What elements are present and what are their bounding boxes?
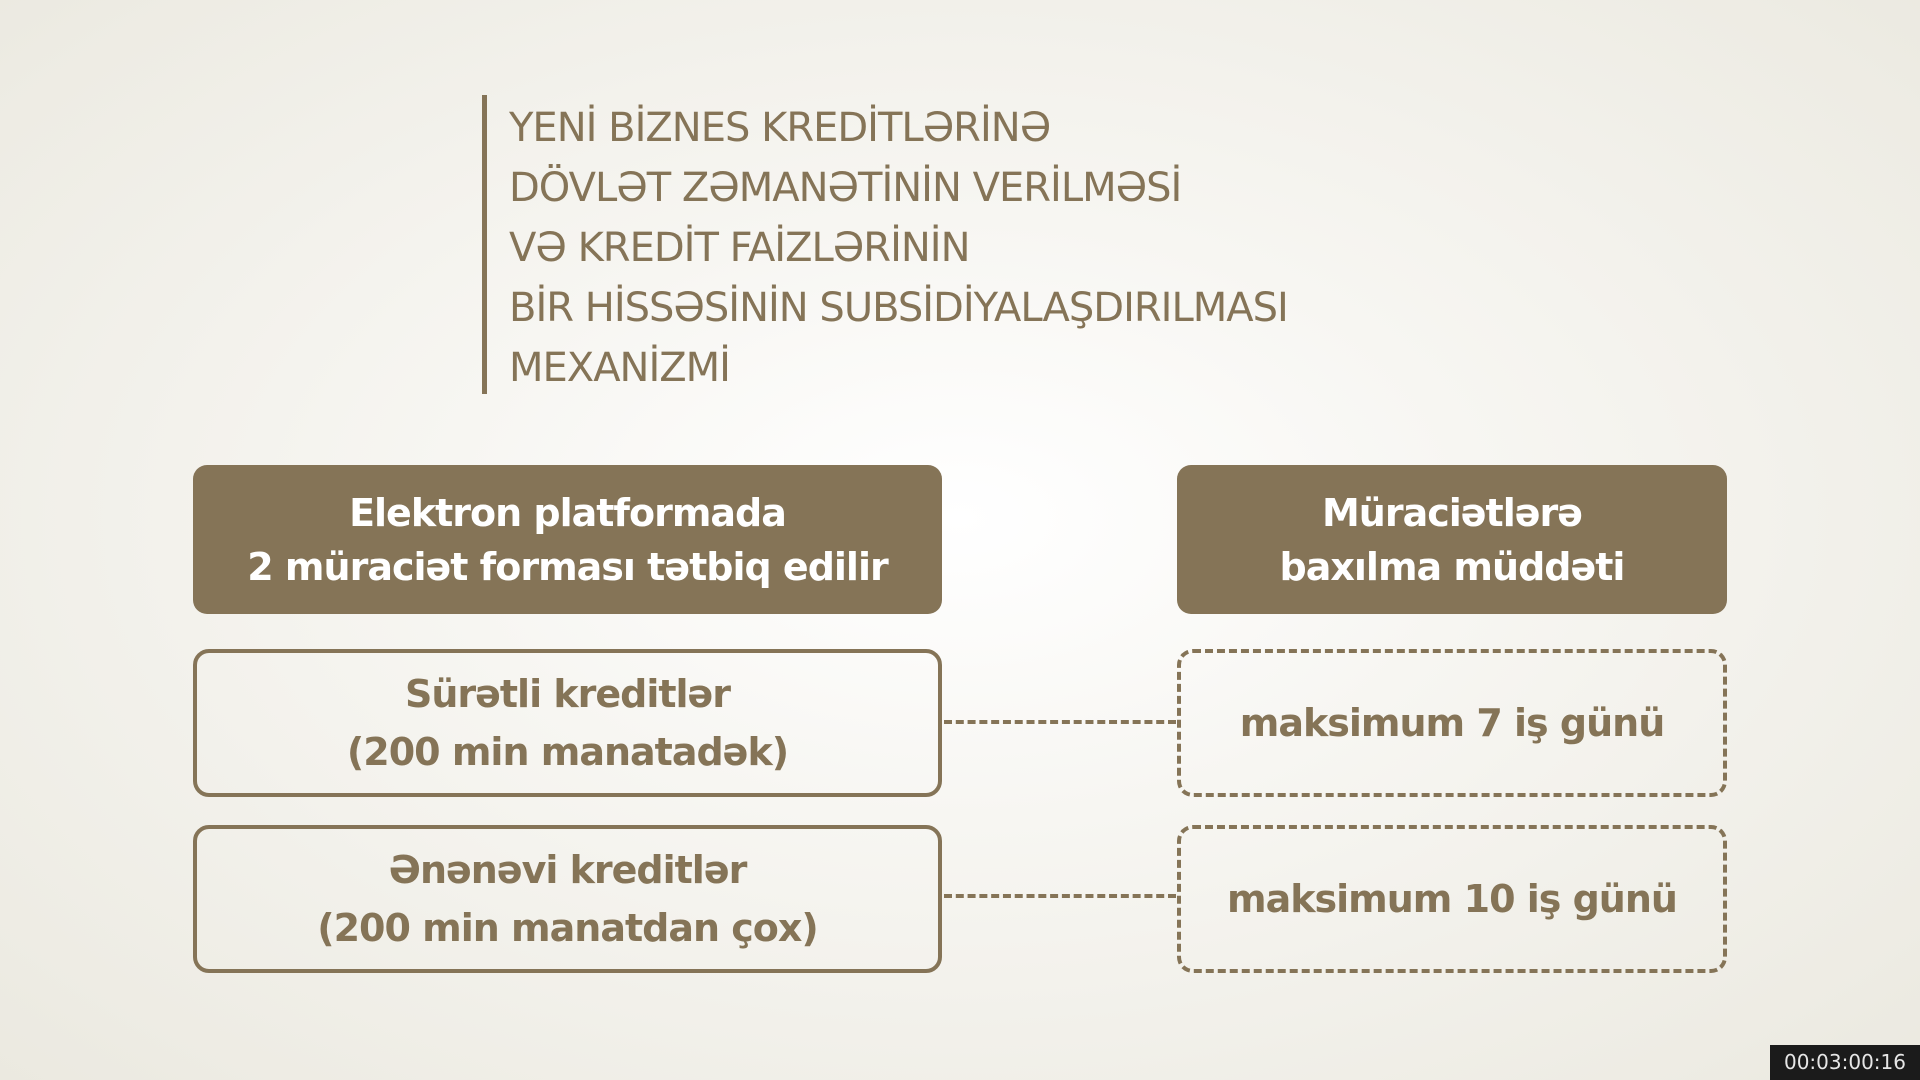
traditional-credits-box (193, 825, 942, 973)
fast-credits-name: Sürətli kreditlər (404, 672, 731, 716)
review-period-header-line-1: Müraciətlərə (1321, 490, 1583, 535)
title-line-1: YENİ BİZNES KREDİTLƏRİNƏ (509, 105, 1051, 151)
review-period-header (1177, 465, 1727, 614)
traditional-credits-review-time: maksimum 10 iş günü (1177, 825, 1727, 973)
fast-credits-amount: (200 min manatadək) (346, 730, 789, 774)
title-line-4: BİR HİSSƏSİNİN SUBSİDİYALAŞDIRILMASI (509, 285, 1288, 331)
page-title (509, 98, 1509, 398)
traditional-credits-name: Ənənəvi kreditlər (388, 848, 747, 892)
title-line-2: DÖVLƏT ZƏMANƏTİNİN VERİLMƏSİ (509, 165, 1182, 211)
title-line-3: VƏ KREDİT FAİZLƏRİNİN (509, 225, 970, 271)
traditional-credits-amount: (200 min manatdan çox) (317, 906, 818, 950)
application-forms-header-line-2: 2 müraciət forması tətbiq edilir (247, 544, 888, 589)
review-period-header-line-2: baxılma müddəti (1279, 544, 1625, 589)
traditional-credits-connector (944, 894, 1176, 898)
title-line-5: MEXANİZMİ (509, 345, 730, 391)
fast-credits-connector (944, 720, 1176, 724)
fast-credits-review-time: maksimum 7 iş günü (1177, 649, 1727, 797)
application-forms-header-line-1: Elektron platformada (349, 490, 786, 535)
fast-credits-box (193, 649, 942, 797)
title-accent-bar (482, 95, 487, 394)
application-forms-header (193, 465, 942, 614)
video-timecode: 00:03:00:16 (1770, 1045, 1920, 1080)
